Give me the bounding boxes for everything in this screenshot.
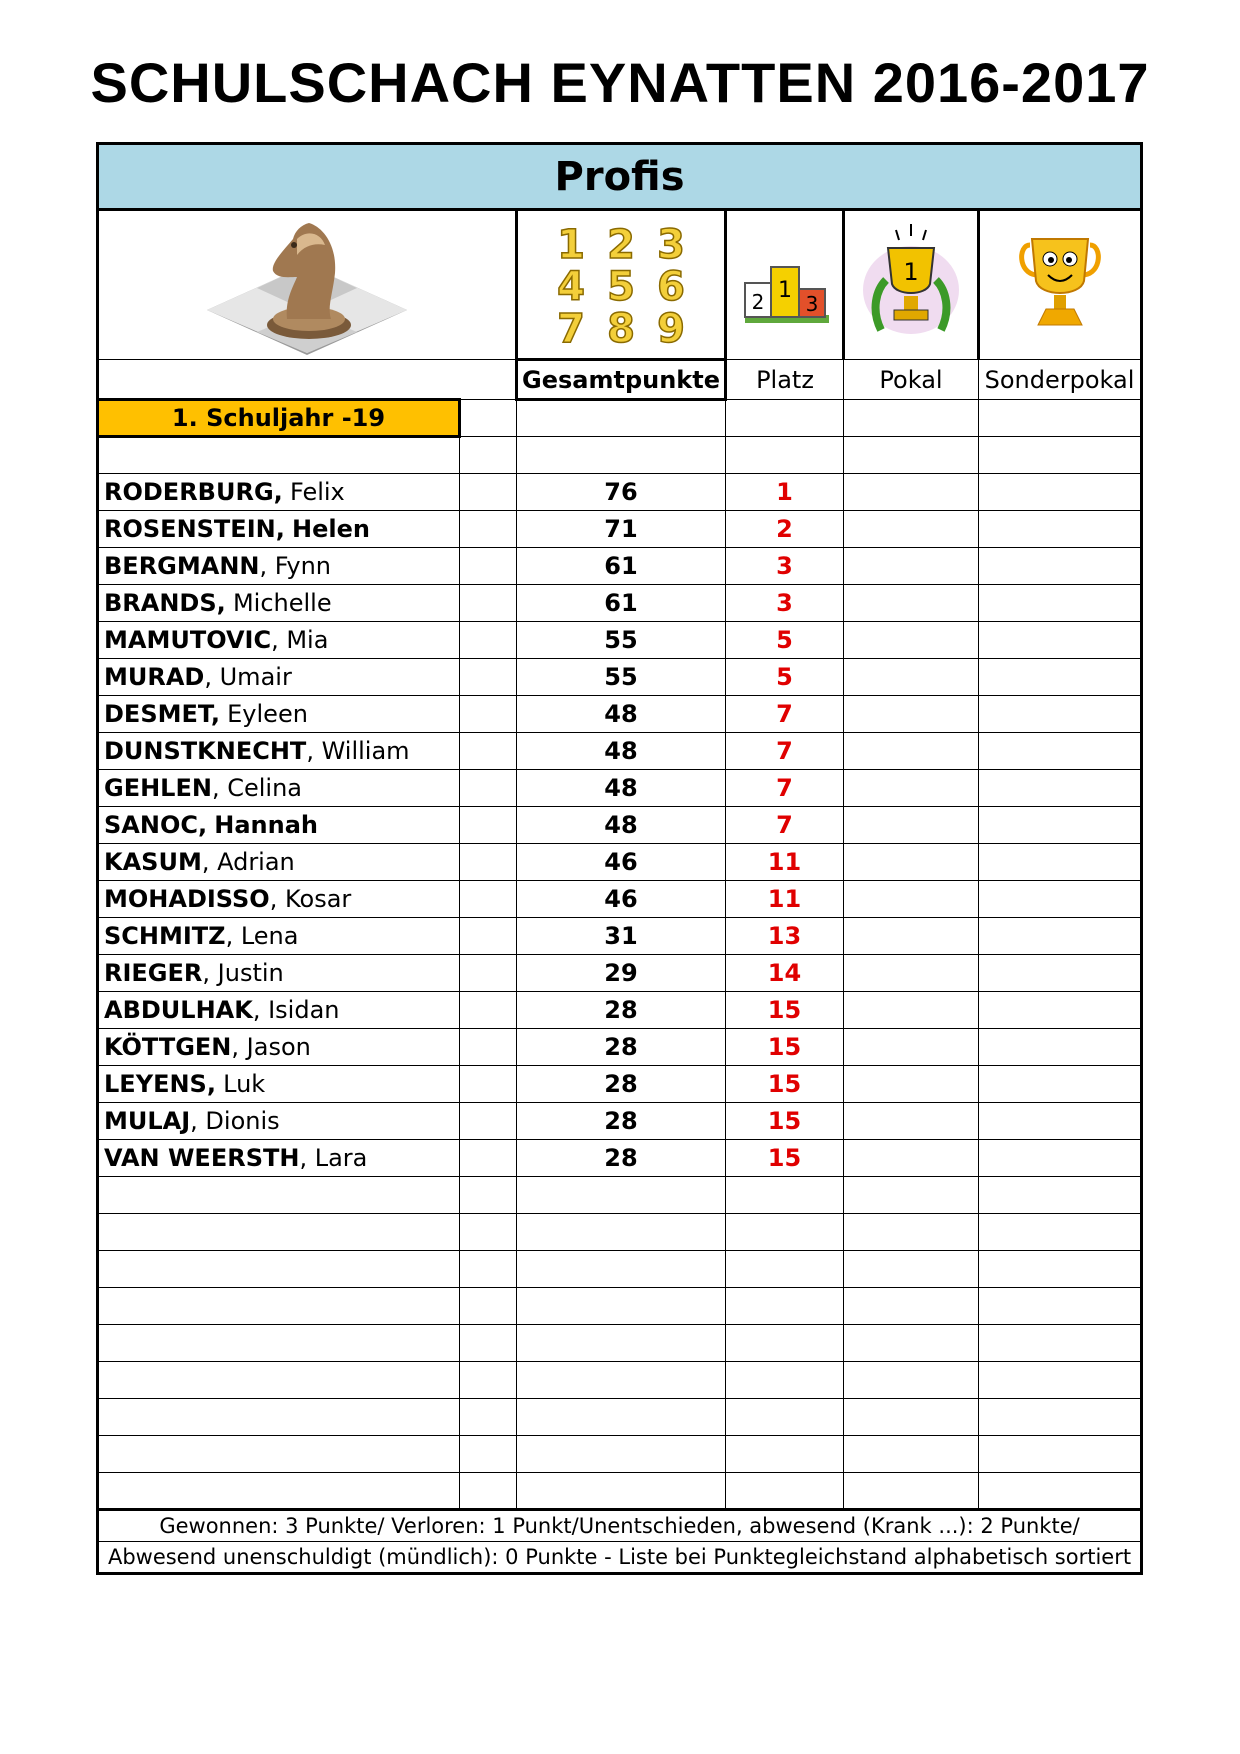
empty-row bbox=[98, 1362, 1142, 1399]
table-row bbox=[98, 585, 1142, 622]
player-surname: SCHMITZ bbox=[104, 922, 226, 950]
player-points: 28 bbox=[517, 992, 726, 1029]
player-first-name: , Mia bbox=[271, 626, 329, 654]
player-first-name: Michelle bbox=[232, 589, 332, 617]
player-rank: 2 bbox=[726, 511, 844, 548]
player-points: 28 bbox=[517, 1066, 726, 1103]
empty-row bbox=[98, 1177, 1142, 1214]
table-row bbox=[98, 1103, 1142, 1140]
player-points: 61 bbox=[517, 585, 726, 622]
player-first-name: Helen bbox=[292, 515, 370, 543]
player-first-name: , Kosar bbox=[269, 885, 352, 913]
table-row bbox=[98, 622, 1142, 659]
player-name bbox=[98, 807, 460, 844]
numbers-icon-digit: 7 bbox=[557, 305, 585, 350]
empty-row bbox=[98, 1251, 1142, 1288]
table-row bbox=[98, 474, 1142, 511]
numbers-icon-digit: 9 bbox=[657, 305, 685, 350]
player-name bbox=[98, 881, 460, 918]
footnote: Abwesend unenschuldigt (mündlich): 0 Punkte - Liste bei Punktegleichstand alphabetisch sortiert bbox=[98, 1542, 1142, 1574]
player-first-name: , William bbox=[306, 737, 410, 765]
player-rank: 15 bbox=[726, 1103, 844, 1140]
table-row bbox=[98, 696, 1142, 733]
numbers-icon-digit: 1 bbox=[557, 221, 585, 268]
player-points: 55 bbox=[517, 659, 726, 696]
page-title: SCHULSCHACH EYNATTEN 2016-2017 bbox=[90, 51, 1150, 114]
player-points: 46 bbox=[517, 881, 726, 918]
podium-icon bbox=[726, 210, 844, 360]
header-special-cup: Sonderpokal bbox=[979, 360, 1142, 400]
player-first-name: Felix bbox=[289, 478, 345, 506]
group-label: 1. Schuljahr -19 bbox=[98, 400, 460, 437]
player-name bbox=[98, 622, 460, 659]
player-name bbox=[98, 992, 460, 1029]
player-points: 28 bbox=[517, 1029, 726, 1066]
table-row bbox=[98, 844, 1142, 881]
player-points: 28 bbox=[517, 1140, 726, 1177]
numbers-icon-digit: 5 bbox=[607, 263, 635, 310]
footnote: Gewonnen: 3 Punkte/ Verloren: 1 Punkt/Unentschieden, abwesend (Krank ...): 2 Punkte/ bbox=[98, 1510, 1142, 1542]
player-rank: 3 bbox=[726, 585, 844, 622]
table-row bbox=[98, 992, 1142, 1029]
player-rank: 3 bbox=[726, 548, 844, 585]
player-first-name: , Isidan bbox=[252, 996, 340, 1024]
player-rank: 7 bbox=[726, 696, 844, 733]
player-surname: BERGMANN bbox=[104, 552, 260, 580]
player-first-name: , Fynn bbox=[259, 552, 331, 580]
player-surname: LEYENS, bbox=[104, 1070, 216, 1098]
table-row bbox=[98, 770, 1142, 807]
table-row bbox=[98, 548, 1142, 585]
player-name bbox=[98, 1140, 460, 1177]
player-points: 76 bbox=[517, 474, 726, 511]
player-surname: MOHADISSO bbox=[104, 885, 270, 913]
podium-digit-3: 3 bbox=[805, 292, 818, 316]
table-row bbox=[98, 659, 1142, 696]
player-name bbox=[98, 733, 460, 770]
player-surname: DESMET, bbox=[104, 700, 220, 728]
table-row bbox=[98, 918, 1142, 955]
player-first-name: , Dionis bbox=[190, 1107, 280, 1135]
player-surname: MURAD bbox=[104, 663, 205, 691]
player-rank: 7 bbox=[726, 733, 844, 770]
trophy-first-place-icon bbox=[844, 210, 979, 360]
player-name bbox=[98, 511, 460, 548]
player-rank: 15 bbox=[726, 1066, 844, 1103]
player-name bbox=[98, 1103, 460, 1140]
numbers-icon-digit: 2 bbox=[607, 221, 635, 268]
player-points: 48 bbox=[517, 770, 726, 807]
player-name bbox=[98, 585, 460, 622]
player-rank: 11 bbox=[726, 844, 844, 881]
player-surname: ROSENSTEIN, bbox=[104, 515, 285, 543]
player-name bbox=[98, 548, 460, 585]
player-rank: 15 bbox=[726, 1140, 844, 1177]
player-first-name: , Lara bbox=[299, 1144, 368, 1172]
player-rank: 15 bbox=[726, 992, 844, 1029]
player-points: 48 bbox=[517, 696, 726, 733]
player-name bbox=[98, 844, 460, 881]
numbers-icon-digit: 4 bbox=[557, 263, 585, 310]
player-rank: 7 bbox=[726, 770, 844, 807]
player-surname: MAMUTOVIC bbox=[104, 626, 272, 654]
player-name bbox=[98, 659, 460, 696]
player-first-name: , Justin bbox=[202, 959, 284, 987]
player-surname: GEHLEN bbox=[104, 774, 212, 802]
player-first-name: , Celina bbox=[211, 774, 302, 802]
trophy-digit: 1 bbox=[903, 258, 919, 286]
player-rank: 14 bbox=[726, 955, 844, 992]
empty-row bbox=[98, 1399, 1142, 1436]
player-points: 48 bbox=[517, 733, 726, 770]
player-surname: RODERBURG, bbox=[104, 478, 283, 506]
player-name bbox=[98, 474, 460, 511]
player-first-name: Hannah bbox=[214, 811, 318, 839]
player-surname: KÖTTGEN bbox=[104, 1033, 232, 1061]
player-points: 46 bbox=[517, 844, 726, 881]
player-surname: ABDULHAK bbox=[104, 996, 253, 1024]
header-rank: Platz bbox=[726, 360, 844, 400]
smiling-trophy-icon bbox=[979, 210, 1142, 360]
player-name bbox=[98, 955, 460, 992]
player-points: 31 bbox=[517, 918, 726, 955]
empty-row bbox=[98, 1436, 1142, 1473]
podium-digit-2: 2 bbox=[751, 290, 764, 314]
player-name bbox=[98, 918, 460, 955]
empty-row bbox=[98, 437, 1142, 474]
player-first-name: , Adrian bbox=[201, 848, 295, 876]
empty-row bbox=[98, 1214, 1142, 1251]
table-row bbox=[98, 1066, 1142, 1103]
results-table bbox=[96, 142, 1143, 1575]
player-surname: VAN WEERSTH bbox=[104, 1144, 300, 1172]
player-name bbox=[98, 1066, 460, 1103]
player-name bbox=[98, 1029, 460, 1066]
table-row bbox=[98, 1140, 1142, 1177]
player-first-name: , Umair bbox=[204, 663, 292, 691]
table-row bbox=[98, 955, 1142, 992]
player-surname: SANOC, bbox=[104, 811, 208, 839]
player-rank: 15 bbox=[726, 1029, 844, 1066]
player-rank: 11 bbox=[726, 881, 844, 918]
table-row bbox=[98, 807, 1142, 844]
player-rank: 5 bbox=[726, 659, 844, 696]
table-row bbox=[98, 881, 1142, 918]
table-row bbox=[98, 1029, 1142, 1066]
player-points: 29 bbox=[517, 955, 726, 992]
player-points: 55 bbox=[517, 622, 726, 659]
podium-digit-1: 1 bbox=[777, 278, 792, 303]
player-surname: DUNSTKNECHT bbox=[104, 737, 307, 765]
player-rank: 13 bbox=[726, 918, 844, 955]
player-points: 61 bbox=[517, 548, 726, 585]
player-first-name: , Lena bbox=[225, 922, 299, 950]
player-points: 48 bbox=[517, 807, 726, 844]
empty-row bbox=[98, 1473, 1142, 1510]
header-cup: Pokal bbox=[844, 360, 979, 400]
player-first-name: , Jason bbox=[231, 1033, 311, 1061]
player-points: 71 bbox=[517, 511, 726, 548]
player-surname: KASUM bbox=[104, 848, 202, 876]
empty-row bbox=[98, 1288, 1142, 1325]
player-surname: BRANDS, bbox=[104, 589, 226, 617]
numbers-grid-icon bbox=[517, 210, 726, 360]
numbers-icon-digit: 3 bbox=[657, 221, 685, 268]
empty-row bbox=[98, 1325, 1142, 1362]
player-rank: 7 bbox=[726, 807, 844, 844]
player-name bbox=[98, 696, 460, 733]
header-points: Gesamtpunkte bbox=[517, 360, 726, 400]
table-row bbox=[98, 733, 1142, 770]
player-first-name: Luk bbox=[223, 1070, 266, 1098]
category-banner: Profis bbox=[98, 144, 1142, 210]
player-rank: 5 bbox=[726, 622, 844, 659]
player-name bbox=[98, 770, 460, 807]
numbers-icon-digit: 8 bbox=[607, 305, 635, 350]
player-rank: 1 bbox=[726, 474, 844, 511]
player-surname: RIEGER bbox=[104, 959, 203, 987]
numbers-icon-digit: 6 bbox=[657, 263, 685, 310]
player-first-name: Eyleen bbox=[227, 700, 308, 728]
player-points: 28 bbox=[517, 1103, 726, 1140]
table-row bbox=[98, 511, 1142, 548]
chess-knight-icon bbox=[98, 210, 517, 360]
player-surname: MULAJ bbox=[104, 1107, 191, 1135]
